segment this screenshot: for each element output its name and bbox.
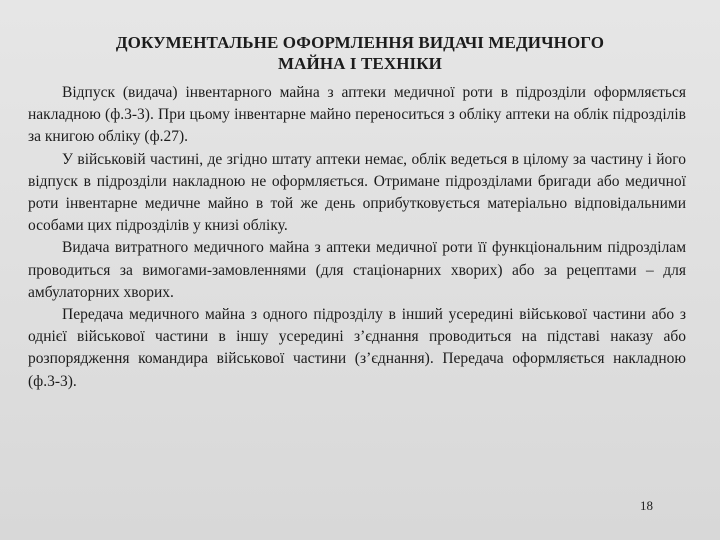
slide-title-line-1: ДОКУМЕНТАЛЬНЕ ОФОРМЛЕННЯ ВИДАЧІ МЕДИЧНОГО bbox=[115, 33, 605, 52]
paragraph-consumables-issue: Видача витратного медичного майна з аптеки медичної роти її функціональним підрозділам проводиться за вимогами-замовленнями (для стаціонарних хворих) або за рецептами – для амбулаторних хворих. bbox=[28, 239, 686, 301]
slide-title bbox=[60, 32, 660, 74]
slide-title-line-2: МАЙНА І ТЕХНІКИ bbox=[277, 54, 442, 73]
page-number: 18 bbox=[640, 498, 653, 513]
paragraph-property-transfer: Передача медичного майна з одного підрозділу в інший усередині військової частини або з однієї військової частини в іншу усередині з’єднання проводиться на підставі наказу або розпорядження командира військової частини (з’єднання). Передача оформляється накладною (ф.3-3). bbox=[28, 306, 686, 390]
slide-body bbox=[28, 82, 686, 393]
paragraph-inventory-issue: Відпуск (видача) інвентарного майна з аптеки медичної роти в підрозділи оформляється накладною (ф.3-3). При цьому інвентарне майно переноситься з обліку аптеки на облік підрозділів за книгою обліку (ф.27). bbox=[28, 84, 686, 146]
paragraph-military-unit-accounting: У військовій частині, де згідно штату аптеки немає, облік ведеться в цілому за частину і його відпуск в підрозділи накладною не оформляється. Отримане підрозділами бригади або медичної роти інвентарне медичне майно в той же день оприбутковується матеріально відповідальними особами цих підрозділів у книзі обліку. bbox=[28, 150, 686, 235]
